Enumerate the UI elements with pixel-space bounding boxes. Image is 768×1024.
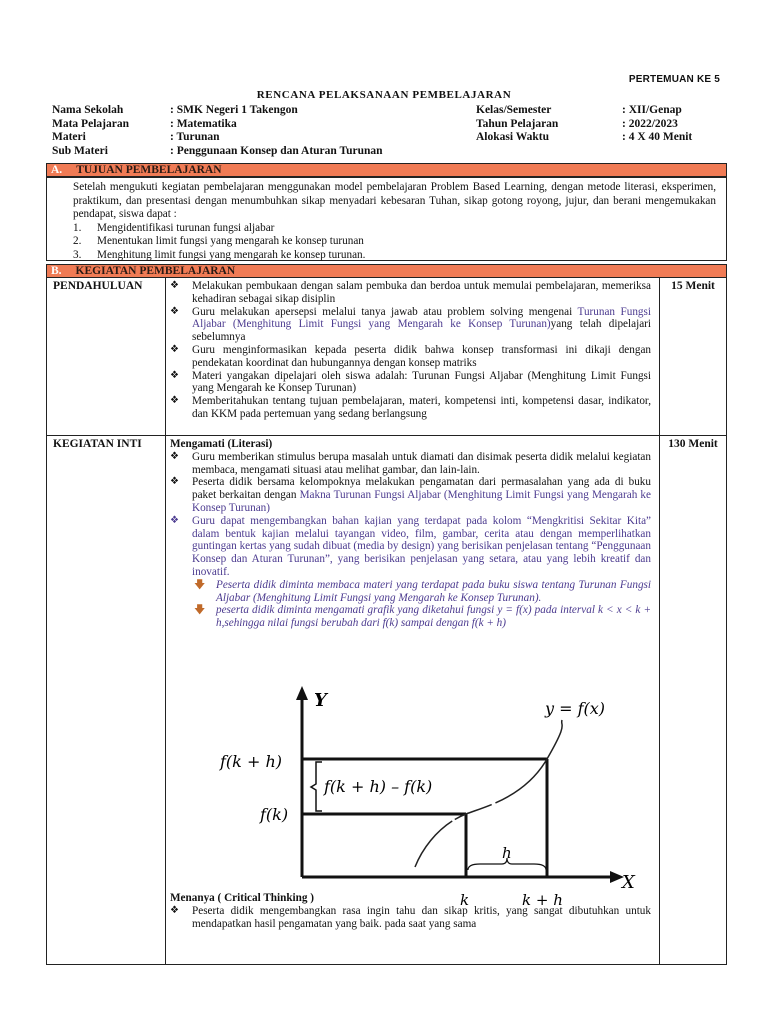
section-b-title: KEGIATAN PEMBELAJARAN <box>75 265 236 277</box>
list-item <box>170 451 651 477</box>
document-title: RENCANA PELAKSANAAN PEMBELAJARAN <box>256 89 512 101</box>
section-heading: Mengamati (Literasi) <box>170 438 273 450</box>
difference-label: f(k + h) – f(k) <box>324 777 433 796</box>
list-item <box>170 370 651 396</box>
curve-label: y = f(x) <box>545 699 606 718</box>
y-axis-arrow-icon <box>296 686 308 700</box>
section-b-number: B. <box>51 265 62 277</box>
pendahuluan-time: 15 Menit <box>659 277 727 436</box>
bullet-text: Materi yangakan dipelajari oleh siswa adalah: Turunan Fungsi Aljabar (Menghitung Limit Fungsi yang Mengarah ke Konsep Turunan) <box>192 369 651 395</box>
pendahuluan-label: PENDAHULUAN <box>46 277 166 436</box>
y-axis-label: Y <box>314 690 327 711</box>
sub-list-item <box>194 579 651 605</box>
list-item <box>170 344 651 370</box>
diamond-bullet-icon: ❖ <box>170 904 179 916</box>
meta-label: Alokasi Waktu <box>476 131 549 143</box>
h-label: h <box>502 844 512 862</box>
inti-time: 130 Menit <box>659 435 727 965</box>
meta-label: Tahun Pelajaran <box>476 117 559 130</box>
bullet-text: Guru melakukan apersepsi melalui tanya jawab atau problem solving mengenai <box>192 305 578 318</box>
inti-label: KEGIATAN INTI <box>46 435 166 965</box>
diamond-bullet-icon: ❖ <box>170 280 179 291</box>
meta-value: : SMK Negeri 1 Takengon <box>170 104 298 116</box>
objectives-box <box>46 177 727 261</box>
bullet-text: Peserta didik bersama kelompoknya melakukan pengamatan dari permasalahan yang ada di buku paket berkaitan dengan <box>192 476 651 502</box>
list-item <box>73 222 716 236</box>
fk-label: f(k) <box>260 805 289 824</box>
objectives-list <box>73 222 716 263</box>
section-a-title: TUJUAN PEMBELAJARAN <box>76 164 222 176</box>
sub-text: Peserta didik diminta membaca materi yang terdapat pada buku siswa tentang Turunan Fungsi Aljabar (Menghitung Limit Fungsi yang Mengarah ke Konsep Turunan). <box>216 578 651 604</box>
meta-label: Nama Sekolah <box>52 104 124 116</box>
bullet-text: Memberitahukan tentang tujuan pembelajaran, materi, kompetensi inti, kompetensi dasar, indikator, dan KKM pada pertemuan yang sedang berlangsung <box>192 395 651 420</box>
list-text: Mengidentifikasi turunan fungsi aljabar <box>97 221 275 234</box>
bullet-highlight: Guru dapat mengembangkan bahan kajian yang terdapat pada kolom “Mengkritisi Sekitar Kita” dalam bentuk kajian melalui tayangan video, film, gambar, cerita atau dengan memperlihatkan guntingan kertas yang sudah dibuat (media by design) yang berisikan penjelasan tentang “Penggunaan Konsep dan Aturan Turunan”, yang berisikan penjelasan yang setara, atau yang lebih kreatif dan inovatif. <box>192 514 651 578</box>
arrow-bullet-icon: 🡇 <box>194 578 206 591</box>
list-item <box>73 249 716 263</box>
list-item <box>170 476 651 514</box>
section-b-header <box>46 264 727 278</box>
meta-left <box>52 104 383 158</box>
meta-value: : 4 X 40 Menit <box>622 131 693 143</box>
section-a-header <box>46 163 727 177</box>
list-item <box>170 395 651 421</box>
diamond-bullet-icon: ❖ <box>170 369 179 381</box>
meta-value: : Penggunaan Konsep dan Aturan Turunan <box>170 144 383 157</box>
pendahuluan-content <box>165 277 660 436</box>
bullet-text: Guru menginformasikan kepada peserta didik bahwa konsep transformasi ini dikaji dengan pendekatan koordinat dan hubungannya dengan konsep matriks <box>192 343 651 369</box>
meeting-number: PERTEMUAN KE 5 <box>628 74 720 85</box>
list-text: Menghitung limit fungsi yang mengarah ke konsep turunan. <box>97 248 366 261</box>
function-graph <box>210 682 650 912</box>
meta-right <box>476 104 692 145</box>
objectives-intro: Setelah mengukuti kegiatan pembelajaran menggunakan model pembelajaran Problem Based Learning, dengan metode literasi, eksperimen, praktikum, dan presentasi dengan menumbuhkan sikap menyadari kebesaran Tuhan, sikap gotong royong, jujur, dan berani mengemukakan pendapat, siswa dapat : <box>73 181 716 220</box>
list-text: Menentukan limit fungsi yang mengarah ke konsep turunan <box>97 235 364 247</box>
arrow-bullet-icon: 🡇 <box>194 604 206 617</box>
meta-value: : Matematika <box>170 117 237 130</box>
bullet-text: Melakukan pembukaan dengan salam pembuka dan berdoa untuk memulai pembelajaran, memeriksa kehadiran sebagai sikap disiplin <box>192 280 651 305</box>
list-item <box>170 515 651 579</box>
fkh-label: f(k + h) <box>220 752 282 771</box>
x-axis-label: X <box>622 872 635 893</box>
difference-brace <box>311 762 322 811</box>
bullet-text: yang telah dipelajari sebelumnya <box>192 318 652 344</box>
diamond-bullet-icon: ❖ <box>170 476 179 488</box>
bullet-text: Guru memberikan stimulus berupa masalah untuk diamati dan disimak peserta didik melalui kegiatan membaca, mengamati situasi atau melihat gambar, dan lain-lain. <box>192 450 651 476</box>
list-number: 2. <box>73 235 82 247</box>
k-label: k <box>460 891 470 909</box>
sub-text: peserta didik diminta mengamati grafik yang diketahui fungsi y = f(x) pada interval k < x < k + h,sehingga nilai fungsi berubah dari f(k) sampai dengan f(k + h) <box>216 604 651 630</box>
bullet-highlight: Makna Turunan Fungsi Aljabar (Menghitung Limit Fungsi yang Mengarah ke Konsep Turunan) <box>192 489 651 514</box>
list-item <box>170 306 651 344</box>
list-item <box>73 235 716 249</box>
meta-label: Mata Pelajaran <box>52 117 129 130</box>
diamond-bullet-icon: ❖ <box>170 343 179 355</box>
list-number: 1. <box>73 221 82 234</box>
bullet-highlight: Turunan Fungsi Aljabar (Menghitung Limit Fungsi yang Mengarah ke Konsep Turunan) <box>192 305 651 331</box>
bullet-text: Peserta didik mengembangkan rasa ingin tahu dan sikap kritis, yang sangat dibutuhkan untuk mendapatkan hasil pengamatan yang baik. pada saat yang sama <box>192 904 651 930</box>
meta-value: : XII/Genap <box>622 104 682 116</box>
diamond-bullet-icon: ❖ <box>170 395 179 407</box>
sub-list-item <box>194 604 651 630</box>
list-number: 3. <box>73 248 82 261</box>
diamond-bullet-icon: ❖ <box>170 305 179 317</box>
list-item <box>170 280 651 306</box>
kh-label: k + h <box>522 891 563 909</box>
meta-value: : 2022/2023 <box>622 117 678 130</box>
meta-label: Materi <box>52 131 86 143</box>
section-a-number: A. <box>51 164 63 176</box>
meta-value: : Turunan <box>170 131 220 143</box>
meta-label: Kelas/Semester <box>476 104 552 116</box>
function-curve <box>415 720 562 867</box>
section-heading: Menanya ( Critical Thinking ) <box>170 891 315 904</box>
meta-label: Sub Materi <box>52 144 108 157</box>
diamond-bullet-icon: ❖ <box>170 450 179 462</box>
diamond-bullet-icon: ❖ <box>170 514 179 526</box>
